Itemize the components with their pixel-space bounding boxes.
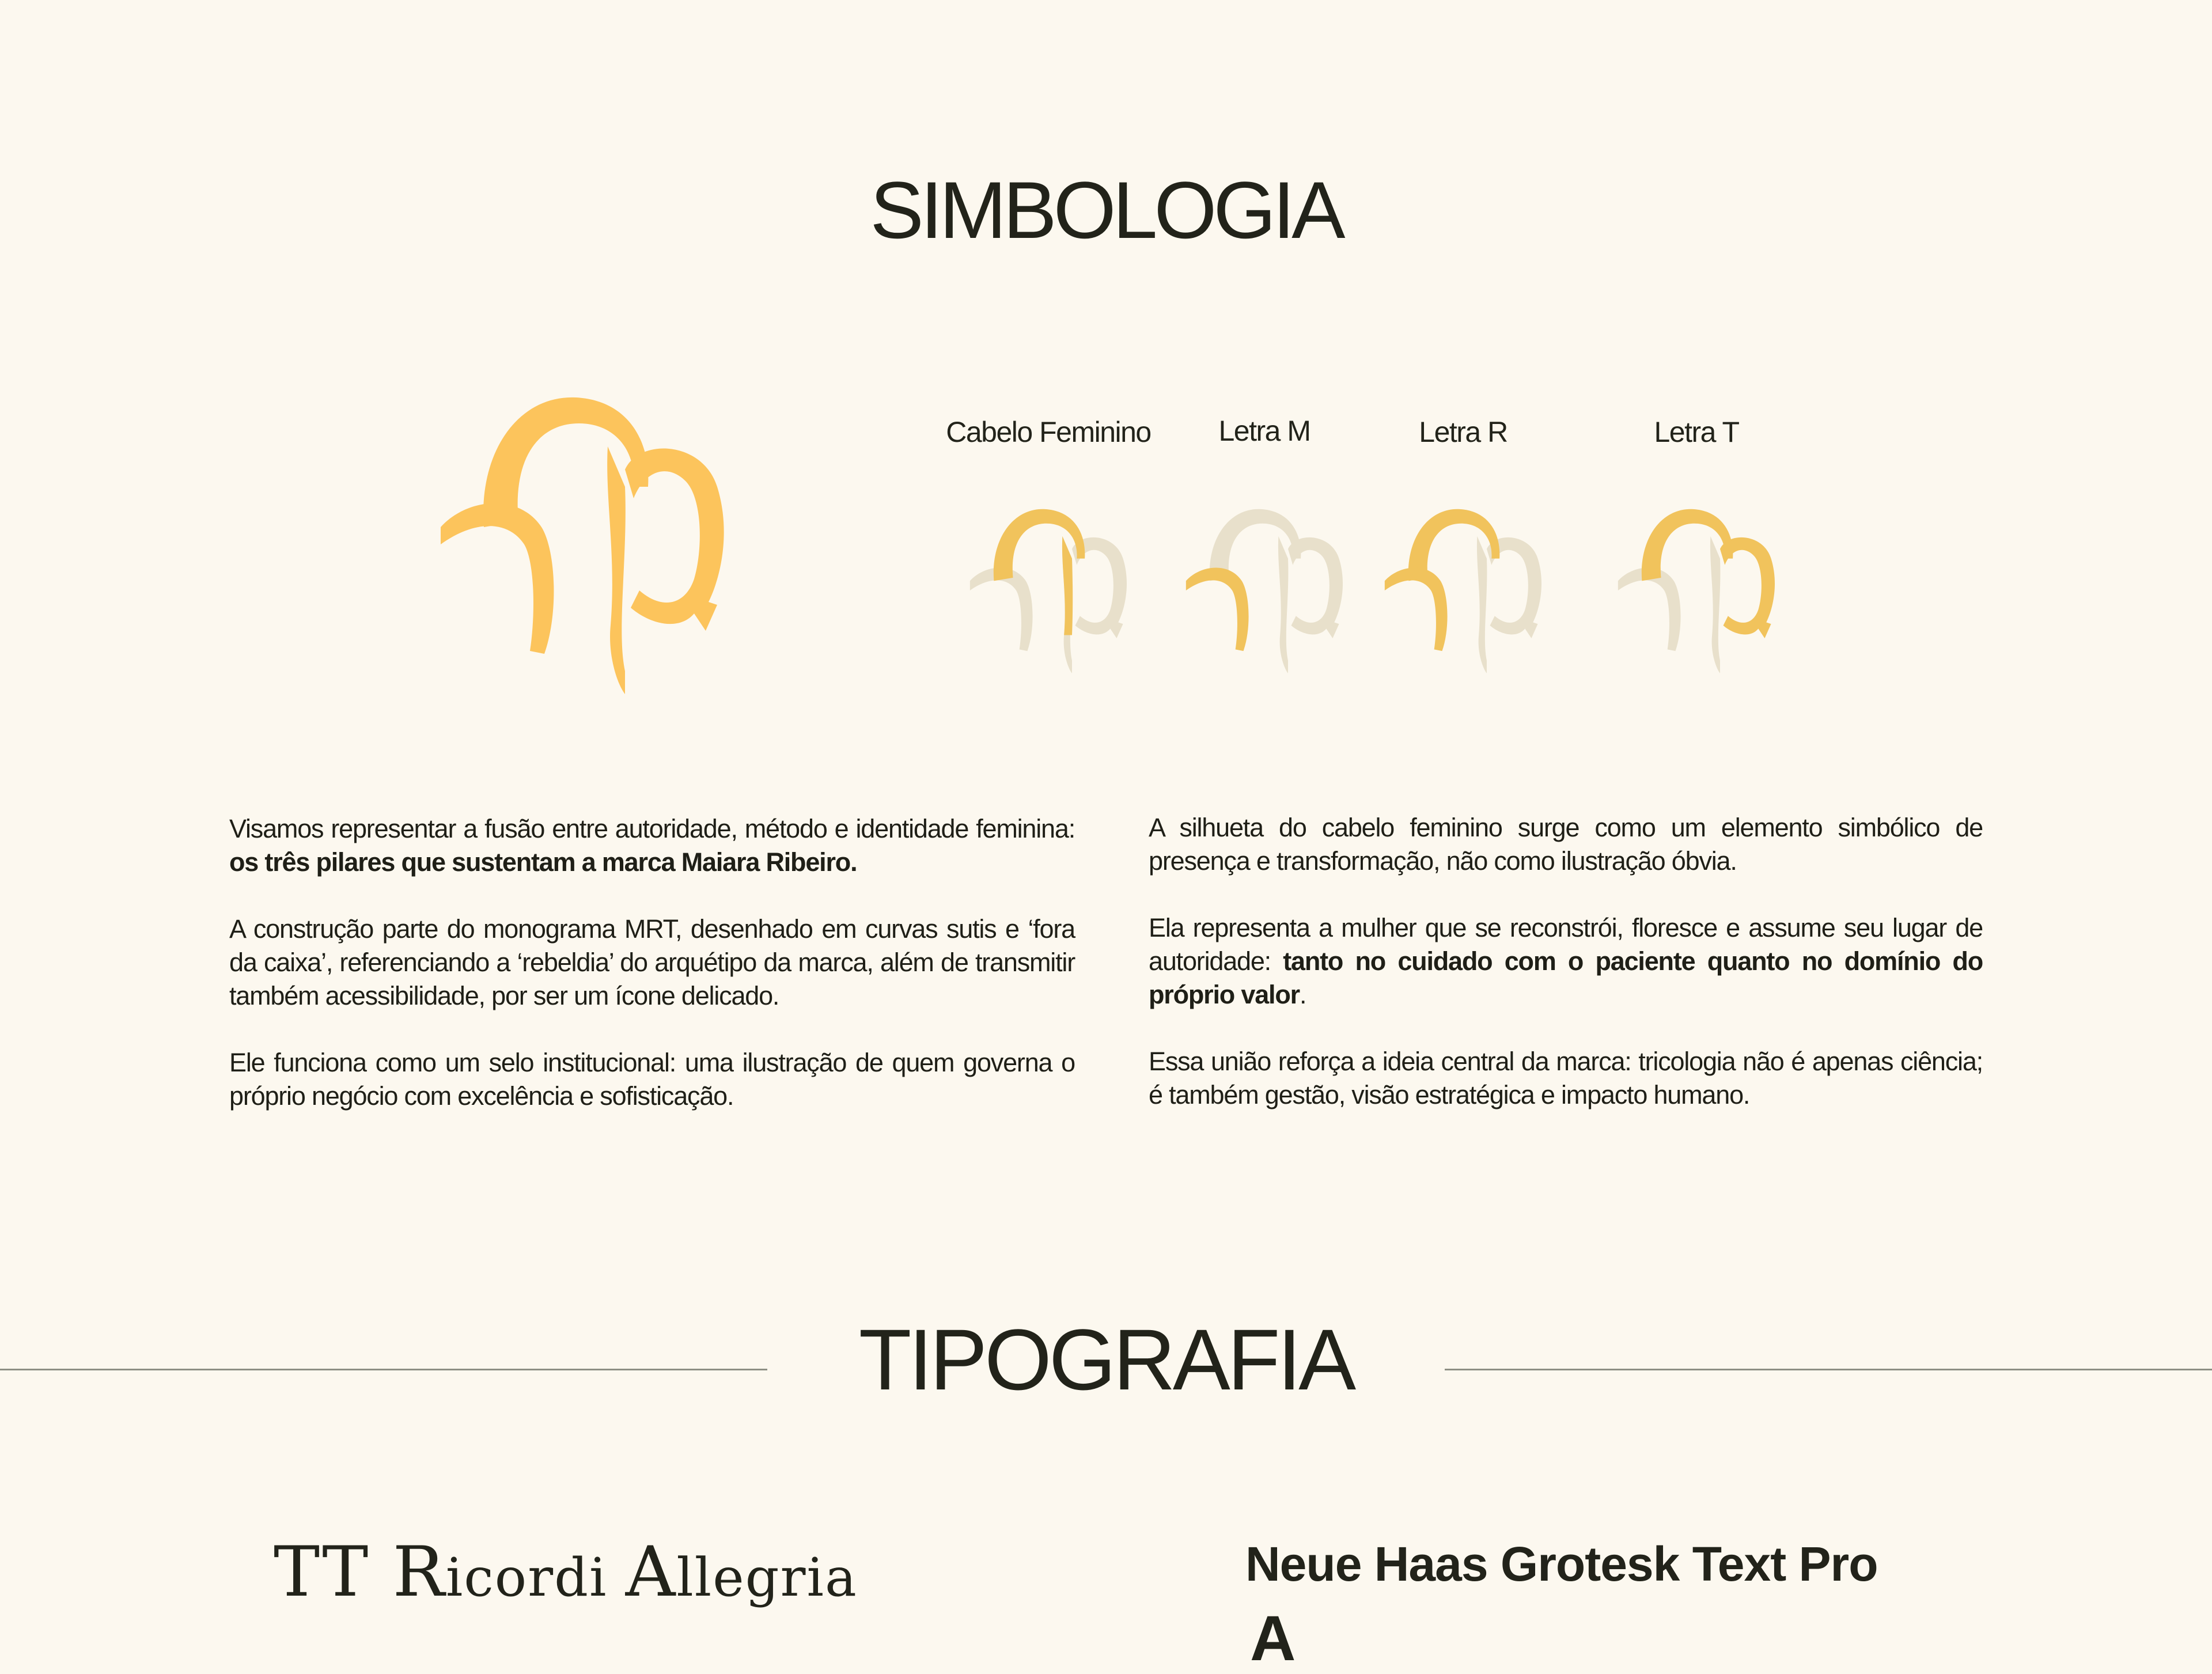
label-letra-r: Letra R: [1419, 416, 1508, 448]
paragraph: Ela representa a mulher que se reconstrói, floresce e assume seu lugar de autoridade: tanto no cuidado com o paciente quanto no domínio do próprio valor.: [1149, 913, 1983, 1009]
label-letra-m: Letra M: [1218, 415, 1310, 447]
section-title-simbologia: SIMBOLOGIA: [870, 165, 1342, 255]
font-sample-glyph: A: [1250, 1603, 1296, 1674]
text-column-right: [1149, 811, 1983, 1145]
letra-m-icon: [1181, 501, 1354, 680]
paragraph: A silhueta do cabelo feminino surge como um elemento simbólico de presença e transformação, não como ilustração óbvia.: [1149, 813, 1983, 876]
paragraph: Visamos representar a fusão entre autoridade, método e identidade feminina: os três pilares que sustentam a marca Maiara Ribeiro.: [229, 814, 1075, 877]
cabelo-feminino-icon: [965, 501, 1138, 680]
letra-r-icon: [1380, 501, 1552, 680]
logo-letter-r-shape: [607, 446, 626, 694]
text-column-left: [229, 812, 1075, 1146]
font-sample-neue-haas: Neue Haas Grotesk Text Pro: [1245, 1537, 1878, 1591]
font-sample-ricordi-allegria: TT Ricordi Allegria: [274, 1532, 858, 1612]
paragraph: Ele funciona como um selo institucional: uma ilustração de quem governa o próprio negócio com excelência e sofisticação.: [229, 1048, 1075, 1111]
monogram-logo-icon: [432, 383, 743, 706]
section-title-tipografia: TIPOGRAFIA: [858, 1311, 1354, 1408]
letra-t-icon: [1613, 501, 1786, 680]
label-cabelo-feminino: Cabelo Feminino: [946, 416, 1151, 448]
paragraph: A construção parte do monograma MRT, desenhado em curvas sutis e ‘fora da caixa’, referenciando a ‘rebeldia’ do arquétipo da marca, além de transmitir também acessibilidade, por ser um ícone delicado.: [229, 914, 1075, 1010]
label-letra-t: Letra T: [1654, 416, 1739, 448]
paragraph: Essa união reforça a ideia central da marca: tricologia não é apenas ciência; é também gestão, visão estratégica e impacto humano.: [1149, 1047, 1983, 1109]
logo-letter-m-shape: [441, 503, 554, 654]
